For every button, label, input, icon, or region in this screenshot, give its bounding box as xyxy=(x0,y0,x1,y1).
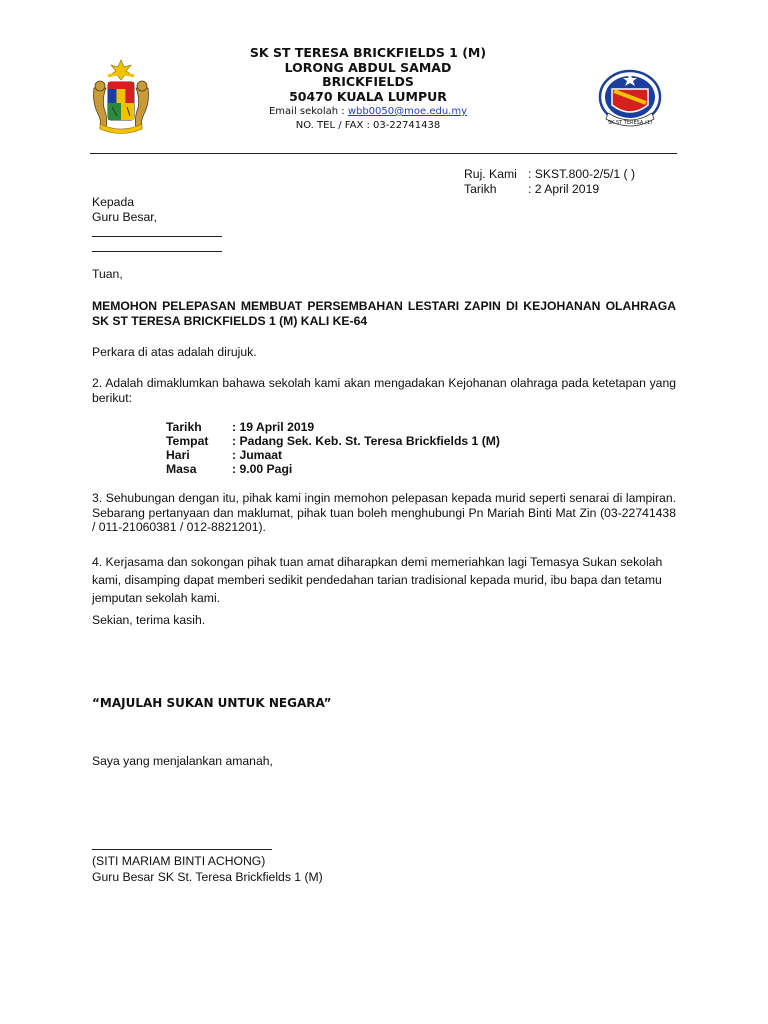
email-line xyxy=(218,105,518,118)
detail-value: : 19 April 2019 xyxy=(232,420,315,434)
letterhead-text xyxy=(218,46,518,132)
coat-of-arms-logo xyxy=(90,58,152,134)
event-details xyxy=(166,420,500,476)
motto: “MAJULAH SUKAN UNTUK NEGARA” xyxy=(92,696,332,710)
email-link[interactable]: wbb0050@moe.edu.my xyxy=(347,106,468,117)
reference-block xyxy=(464,167,635,197)
signature-line xyxy=(92,849,272,850)
detail-value: : Padang Sek. Keb. St. Teresa Brickfields 1 (M) xyxy=(232,434,500,448)
subject-heading: MEMOHON PELEPASAN MEMBUAT PERSEMBAHAN LESTARI ZAPIN DI KEJOHANAN OLAHRAGA SK ST TERESA BRICKFIELDS 1 (M) KALI KE-64 xyxy=(92,299,676,328)
detail-value: : Jumaat xyxy=(232,448,283,462)
detail-label: Masa xyxy=(166,462,197,476)
ref-value: : SKST.800-2/5/1 ( ) xyxy=(528,167,636,181)
email-label: Email sekolah : xyxy=(268,106,345,117)
detail-row xyxy=(166,448,500,462)
paragraph-4: 4. Kerjasama dan sokongan pihak tuan amat diharapkan demi memeriahkan lagi Temasya Sukan sekolah kami, disamping dapat memberi sedikit pendedahan tarian tradisional kepada murid, ibu bapa dan tetamu jemputan sekolah kami. xyxy=(92,555,663,605)
address-line-3: 50470 KUALA LUMPUR xyxy=(289,88,447,104)
paragraph-1: Perkara di atas adalah dirujuk. xyxy=(92,345,257,359)
school-name: SK ST TERESA BRICKFIELDS 1 (M) xyxy=(249,45,487,60)
recipient-to: Kepada xyxy=(92,195,135,209)
detail-label: Hari xyxy=(166,448,190,462)
detail-value: : 9.00 Pagi xyxy=(232,462,293,476)
closing: Sekian, terima kasih. xyxy=(92,613,206,627)
letterhead xyxy=(0,0,768,160)
detail-row xyxy=(166,462,500,476)
detail-row xyxy=(166,420,500,434)
recipient-title: Guru Besar, xyxy=(92,209,158,224)
salutation: Tuan, xyxy=(92,267,123,281)
ref-label: Ruj. Kami xyxy=(464,167,517,181)
date-value: : 2 April 2019 xyxy=(528,182,600,196)
recipient-blank-2 xyxy=(92,239,222,252)
address-line-2: BRICKFIELDS xyxy=(322,74,414,89)
date-label: Tarikh xyxy=(464,182,497,196)
signer-name: (SITI MARIAM BINTI ACHONG) xyxy=(92,854,266,868)
letterhead-divider xyxy=(90,153,677,154)
address-line-1: LORONG ABDUL SAMAD xyxy=(284,59,452,75)
phone-line: NO. TEL / FAX : 03-22741438 xyxy=(295,120,441,131)
paragraph-3: 3. Sehubungan dengan itu, pihak kami ingin memohon pelepasan kepada murid seperti senarai di lampiran. Sebarang pertanyaan dan maklumat, pihak tuan boleh menghubungi Pn Mariah Binti Mat Zin (03-22741438 / 011-21060381 / 012-8821201). xyxy=(92,491,676,534)
recipient-blank-1 xyxy=(92,224,222,237)
sign-intro: Saya yang menjalankan amanah, xyxy=(92,754,273,768)
crest-text: SK ST TERESA (1) xyxy=(607,120,653,126)
signer-title: Guru Besar SK St. Teresa Brickfields 1 (M) xyxy=(92,870,323,884)
detail-row xyxy=(166,434,500,448)
detail-label: Tarikh xyxy=(166,420,202,434)
recipient-block xyxy=(92,195,222,254)
detail-label: Tempat xyxy=(166,434,209,448)
paragraph-2: 2. Adalah dimaklumkan bahawa sekolah kami akan mengadakan Kejohanan olahraga pada ketetapan yang berikut: xyxy=(92,376,676,405)
school-crest-logo xyxy=(598,67,662,135)
